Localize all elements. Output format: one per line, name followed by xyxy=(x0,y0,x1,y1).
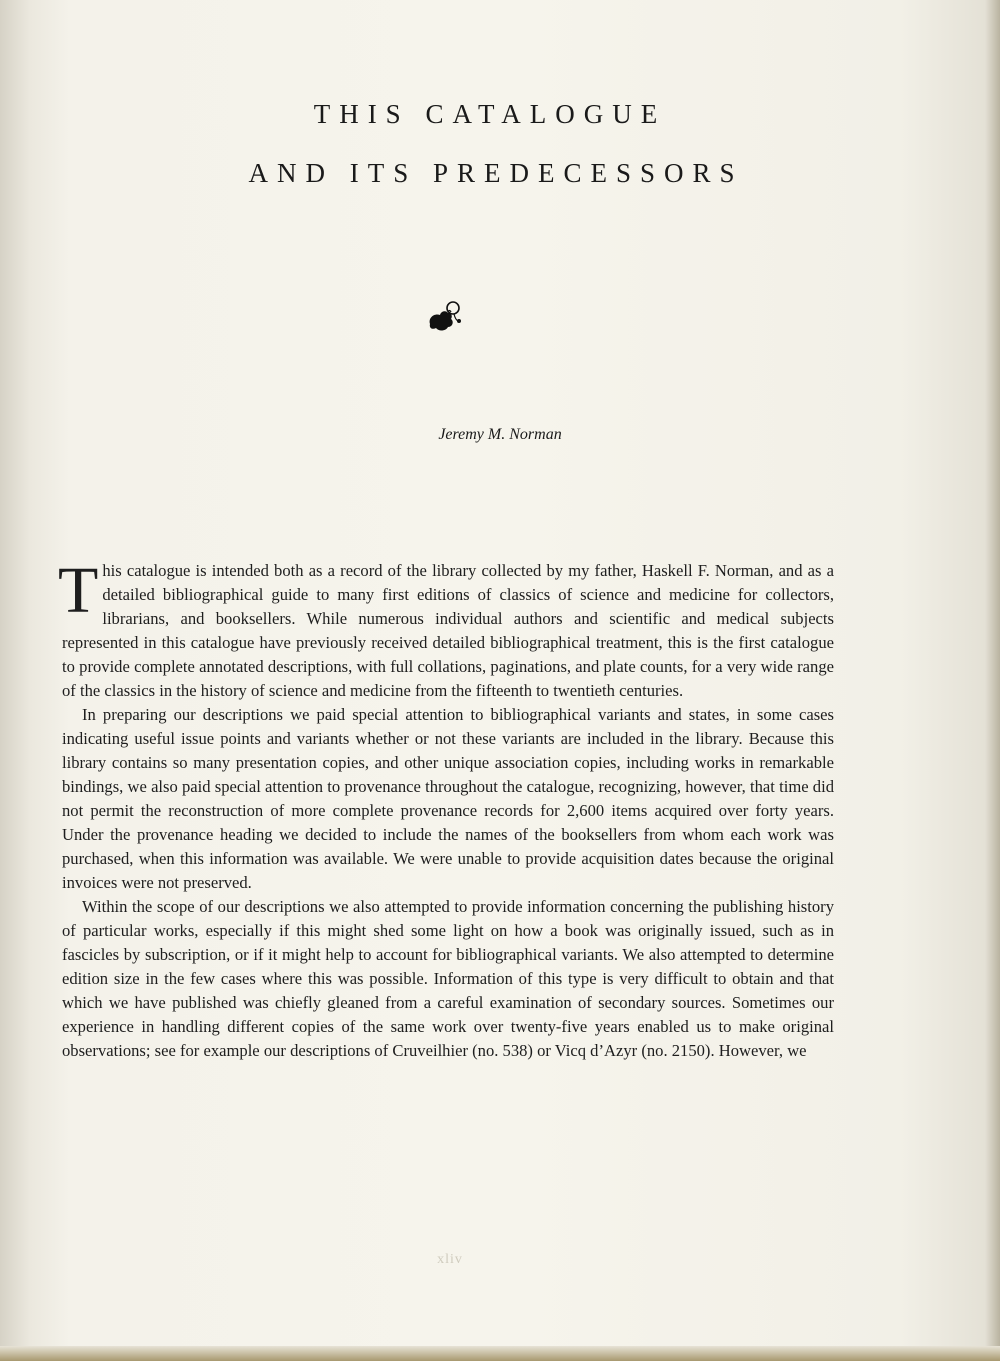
page-edge xyxy=(0,1346,1000,1361)
paragraph-1-text: his catalogue is intended both as a record of the library collected by my father, Haskell F. Norman, and as a detailed bibliographical guide to many first editions of classics of science and medicine for collectors, librarians, and booksellers. While numerous individual authors and scientific and medical subjects represented in this catalogue have previously received detailed bibliographical treatment, this is the first catalogue to provide complete annotated descriptions, with full collations, paginations, and plate counts, for a very wide range of the classics in the history of science and medicine from the fifteenth to twentieth centuries. xyxy=(62,561,834,700)
chapter-title-line-2: AND ITS PREDECESSORS xyxy=(248,158,744,188)
page-number: xliv xyxy=(437,1252,463,1267)
chapter-title-line-1: THIS CATALOGUE xyxy=(313,99,667,129)
author-name: Jeremy M. Norman xyxy=(438,426,562,443)
paragraph-2: In preparing our descriptions we paid special attention to bibliographical variants and states, in some cases indicating useful issue points and variants whether or not these variants are included in the library. Because this library contains so many presentation copies, and other unique association copies, including works in remarkable bindings, we also paid special attention to provenance throughout the catalogue, recognizing, however, that time did not permit the reconstruction of more complete provenance records for 2,600 items acquired over forty years. Under the provenance heading we decided to include the names of the booksellers from whom each work was purchased, when this information was available. We were unable to provide acquisition dates because the original invoices were not preserved. xyxy=(62,705,834,892)
drop-cap: T xyxy=(58,554,99,627)
paragraph-3: Within the scope of our descriptions we also attempted to provide information concerning the publishing history of particular works, especially if this might shed some light on how a book was originally issued, such as in fascicles by subscription, or if it might help to account for bibliographical variants. We also attempted to determine edition size in the few cases where this was possible. Information of this type is very difficult to obtain and that which we have published was chiefly gleaned from a careful examination of secondary sources. Sometimes our experience in handling different copies of the same work over twenty-five years enabled us to make original observations; see for example our descriptions of Cruveilhier (no. 538) or Vicq d’Azyr (no. 2150). However, we xyxy=(62,897,834,1060)
fleuron-icon xyxy=(424,298,464,338)
body-text xyxy=(58,554,834,1063)
paragraph-1 xyxy=(58,554,834,703)
